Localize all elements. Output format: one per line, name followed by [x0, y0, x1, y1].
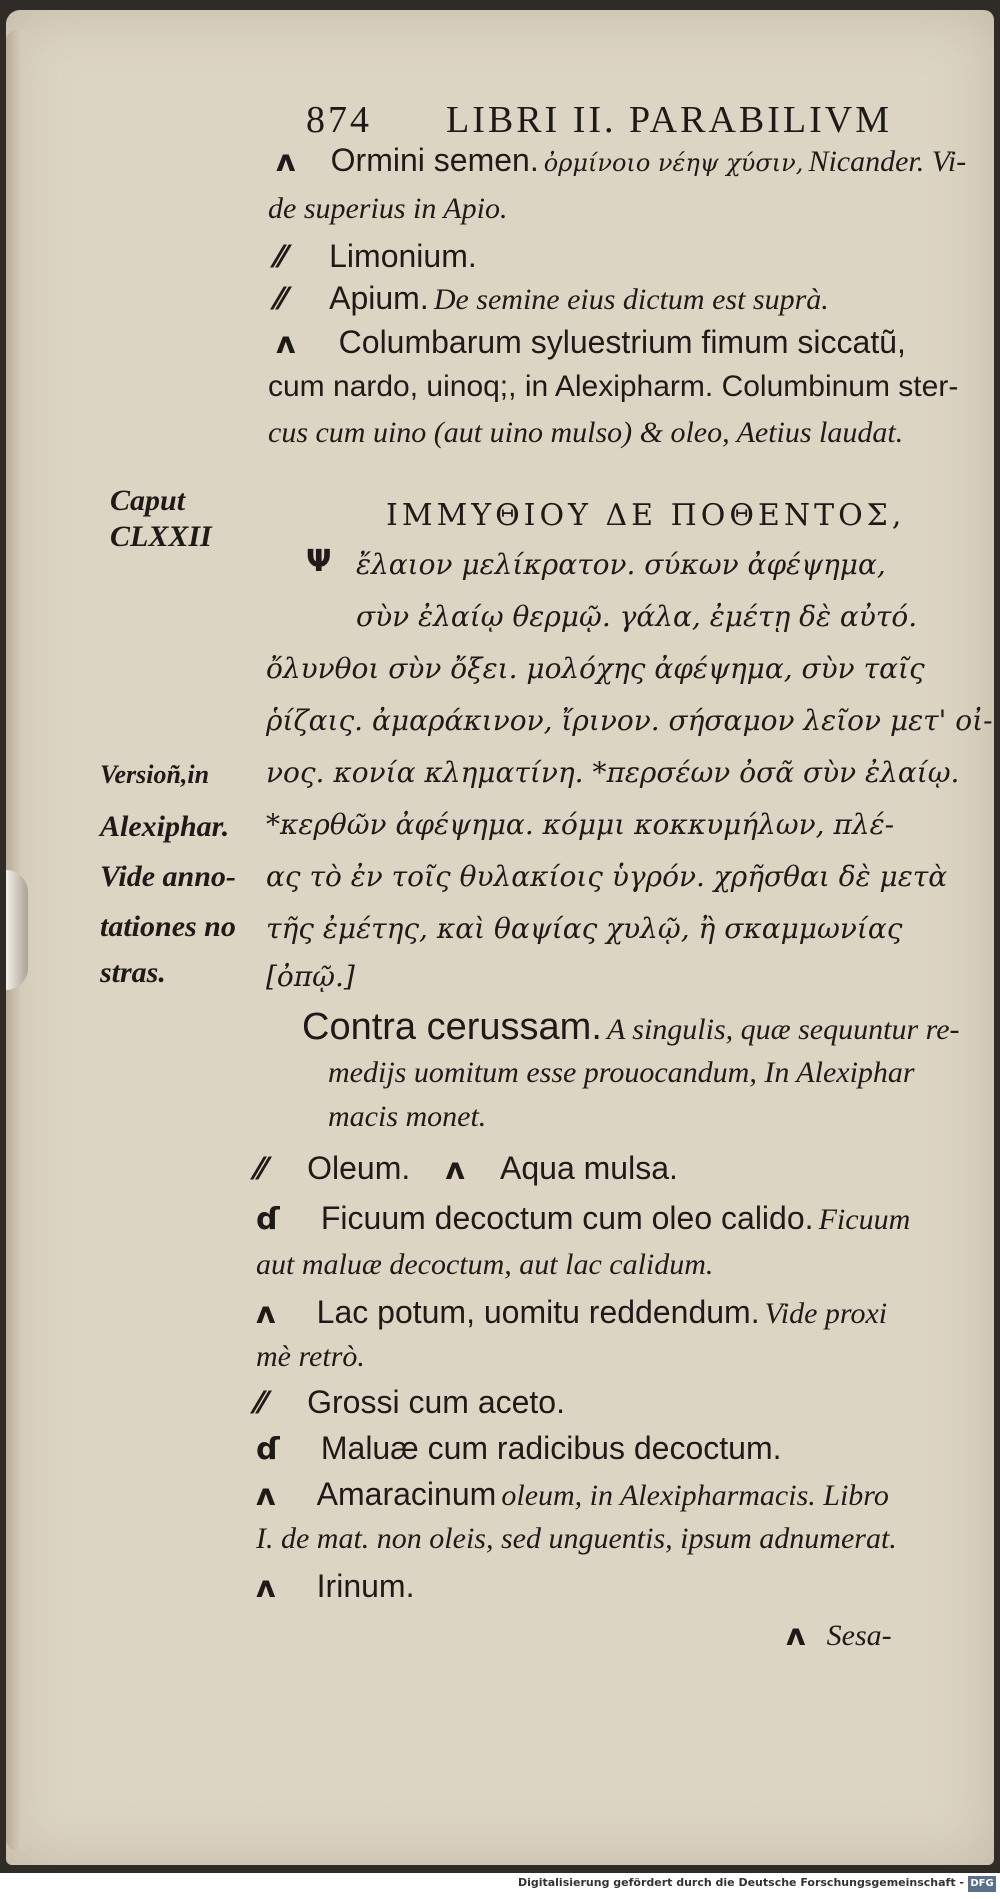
- remedy-main: Irinum.: [316, 1568, 415, 1604]
- catchword-text: Sesa-: [826, 1619, 892, 1652]
- caput-number: CLXXII: [110, 520, 212, 553]
- remedy-line: [256, 1430, 781, 1467]
- contra-title: Contra cerussam.: [302, 1006, 602, 1048]
- remedy-main: Amaracinum: [316, 1476, 497, 1512]
- remedy-main: Aqua mulsa.: [500, 1150, 678, 1186]
- remedy-continuation: aut maluæ decoctum, aut lac calidum.: [256, 1248, 714, 1281]
- remedy-tail: oleum, in Alexipharmacis. Libro: [501, 1479, 889, 1512]
- margin-note: stras.: [100, 956, 166, 989]
- binding-clip: [6, 870, 28, 990]
- entry-symbol: ʌ: [276, 326, 296, 361]
- remedy-symbol: ɗ: [256, 1432, 280, 1467]
- greek-symbol: Ψ: [306, 544, 332, 579]
- entry-symbol: ⁄⁄: [276, 282, 287, 317]
- remedy-main: Maluæ cum radicibus decoctum.: [320, 1430, 782, 1466]
- entry-main: Limonium.: [329, 238, 477, 274]
- remedy-line: [256, 1150, 678, 1187]
- catchword-symbol: ʌ: [786, 1618, 806, 1653]
- footer-credit: Digitalisierung gefördert durch die Deutsche Forschungsgemeinschaft -: [517, 1876, 964, 1889]
- remedy-symbol: ʌ: [445, 1152, 465, 1187]
- running-head: LIBRI II. PARABILIVM: [446, 99, 892, 141]
- entry-tail: Nicander. Vi-: [808, 145, 967, 178]
- remedy-symbol: ⁄⁄: [256, 1152, 267, 1187]
- remedy-main: Grossi cum aceto.: [307, 1384, 565, 1420]
- contra-text: A singulis, quæ sequuntur re-: [606, 1013, 960, 1046]
- page-number: 874: [306, 99, 372, 141]
- entry-continuation: de superius in Apio.: [268, 192, 508, 225]
- entry-line: [276, 324, 906, 361]
- entry-main: Columbarum syluestrium fimum siccatũ,: [338, 324, 906, 360]
- greek-line: ὄλυνθοι σὺν ὄξει. μολόχης ἀφέψημα, σὺν ταῖς: [266, 652, 925, 685]
- remedy-tail: Vide proxi: [764, 1297, 888, 1330]
- entry-line: [276, 238, 477, 275]
- margin-note: Versioñ,in: [100, 760, 210, 789]
- remedy-symbol: ʌ: [256, 1296, 276, 1331]
- entry-symbol: ⁄⁄: [276, 240, 287, 275]
- greek-line: ἔλαιον μελίκρατον. σύκων ἀφέψημα,: [356, 548, 886, 581]
- remedy-symbol: ʌ: [256, 1478, 276, 1513]
- margin-note: tationes no: [100, 910, 236, 943]
- caput-heading: ΙΜΜΥΘΙΟΥ ΔΕ ΠΟΘΕΝΤΟΣ,: [386, 498, 906, 533]
- remedy-line: [256, 1568, 414, 1605]
- margin-note: Alexiphar.: [100, 810, 230, 843]
- greek-line: σὺν ἐλαίῳ θερμῷ. γάλα, ἐμέτῃ δὲ αὐτό.: [356, 600, 918, 633]
- greek-line: ας τὸ ἐν τοῖς θυλακίοις ὑγρόν. χρῆσθαι δὲ μετὰ: [266, 860, 948, 893]
- entry-main: Ormini semen.: [330, 142, 539, 178]
- greek-line: *κερθῶν ἀφέψημα. κόμμι κοκκυμήλων, πλέ-: [266, 808, 895, 841]
- remedy-line: [256, 1200, 910, 1237]
- remedy-main: Oleum.: [307, 1150, 411, 1186]
- remedy-continuation: mè retrò.: [256, 1340, 365, 1373]
- entry-tail: De semine eius dictum est suprà.: [433, 283, 829, 316]
- contra-line: [302, 1006, 960, 1049]
- remedy-symbol: ʌ: [256, 1570, 276, 1605]
- remedy-line: [256, 1476, 889, 1513]
- catchword: [786, 1618, 892, 1653]
- entry-greek: ὀρμίνοιο νέηψ χύσιν,: [543, 149, 804, 177]
- entry-line: [276, 142, 966, 179]
- remedy-main: Lac potum, uomitu reddendum.: [316, 1294, 760, 1330]
- greek-line: [ὀπῷ.]: [266, 960, 355, 993]
- entry-continuation: cus cum uino (aut uino mulso) & oleo, Aetius laudat.: [268, 416, 904, 449]
- remedy-line: [256, 1384, 565, 1421]
- contra-text: macis monet.: [328, 1100, 487, 1133]
- remedy-symbol: ɗ: [256, 1202, 280, 1237]
- entry-symbol: ʌ: [276, 144, 296, 179]
- remedy-tail: Ficuum: [818, 1203, 911, 1236]
- footer-bar: [0, 1873, 1000, 1899]
- greek-line: τῆς ἐμέτης, καὶ θαψίας χυλῷ, ἢ σκαμμωνίας: [266, 912, 903, 945]
- book-page: [6, 10, 994, 1865]
- greek-line: νος. κονία κληματίνη. *περσέων ὀσᾶ σὺν ἐλαίῳ.: [266, 756, 960, 789]
- caput-label: Caput: [110, 484, 186, 517]
- entry-main: Apium.: [329, 280, 429, 316]
- margin-note: Vide anno-: [100, 860, 236, 893]
- entry-continuation: cum nardo, uinoq;, in Alexipharm. Columbinum ster-: [268, 370, 959, 403]
- dfg-logo: DFG: [968, 1876, 996, 1892]
- greek-line: ῥίζαις. ἀμαράκινον, ἴρινον. σήσαμον λεῖον μετ' οἰ-: [266, 704, 993, 737]
- remedy-symbol: ⁄⁄: [256, 1386, 267, 1421]
- remedy-main: Ficuum decoctum cum oleo calido.: [320, 1200, 814, 1236]
- remedy-line: [256, 1294, 887, 1331]
- entry-line: [276, 280, 829, 317]
- remedy-continuation: I. de mat. non oleis, sed unguentis, ipsum adnumerat.: [256, 1522, 897, 1555]
- contra-text: medijs uomitum esse prouocandum, In Alexiphar: [328, 1056, 915, 1089]
